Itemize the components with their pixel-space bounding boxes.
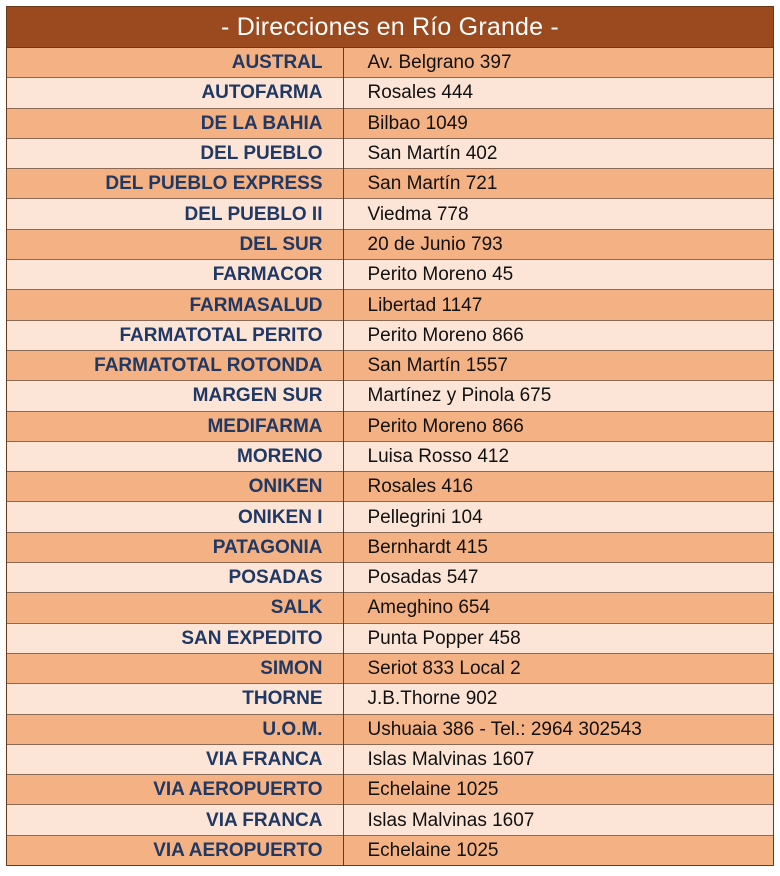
table-row [7, 441, 773, 471]
table-row [7, 532, 773, 562]
pharmacy-address: Av. Belgrano 397 [343, 48, 773, 78]
table-row [7, 138, 773, 168]
pharmacy-name: DEL SUR [7, 229, 343, 259]
pharmacy-address: San Martín 402 [343, 138, 773, 168]
pharmacy-name: DEL PUEBLO II [7, 199, 343, 229]
table-row [7, 229, 773, 259]
pharmacy-address: San Martín 721 [343, 169, 773, 199]
pharmacy-name: VIA FRANCA [7, 744, 343, 774]
table-row [7, 472, 773, 502]
table-row [7, 502, 773, 532]
pharmacy-name: FARMATOTAL PERITO [7, 320, 343, 350]
pharmacy-name: AUSTRAL [7, 48, 343, 78]
pharmacy-address: Rosales 416 [343, 472, 773, 502]
pharmacy-address: Luisa Rosso 412 [343, 441, 773, 471]
table-row [7, 199, 773, 229]
pharmacy-address: Posadas 547 [343, 563, 773, 593]
pharmacy-name: ONIKEN [7, 472, 343, 502]
pharmacy-name: DEL PUEBLO [7, 138, 343, 168]
pharmacy-name: DE LA BAHIA [7, 108, 343, 138]
pharmacy-name: DEL PUEBLO EXPRESS [7, 169, 343, 199]
table-row [7, 78, 773, 108]
pharmacy-name: THORNE [7, 684, 343, 714]
pharmacy-name: POSADAS [7, 563, 343, 593]
pharmacy-address: Perito Moreno 866 [343, 411, 773, 441]
pharmacy-address: Echelaine 1025 [343, 835, 773, 865]
pharmacy-name: MARGEN SUR [7, 381, 343, 411]
table-row [7, 775, 773, 805]
pharmacy-address: Islas Malvinas 1607 [343, 805, 773, 835]
pharmacy-name: SAN EXPEDITO [7, 623, 343, 653]
pharmacy-address: Viedma 778 [343, 199, 773, 229]
pharmacy-name: FARMATOTAL ROTONDA [7, 350, 343, 380]
pharmacy-address: Punta Popper 458 [343, 623, 773, 653]
table-row [7, 744, 773, 774]
pharmacy-name: VIA FRANCA [7, 805, 343, 835]
pharmacy-name: U.O.M. [7, 714, 343, 744]
pharmacy-name: FARMASALUD [7, 290, 343, 320]
pharmacy-name: MEDIFARMA [7, 411, 343, 441]
table-row [7, 169, 773, 199]
table-row [7, 593, 773, 623]
pharmacy-name: VIA AEROPUERTO [7, 835, 343, 865]
table-row [7, 290, 773, 320]
pharmacy-name: AUTOFARMA [7, 78, 343, 108]
table-row [7, 48, 773, 78]
table-row [7, 714, 773, 744]
table-row [7, 381, 773, 411]
address-list [7, 48, 773, 865]
table-row [7, 350, 773, 380]
pharmacy-address: Ushuaia 386 - Tel.: 2964 302543 [343, 714, 773, 744]
pharmacy-address: Pellegrini 104 [343, 502, 773, 532]
pharmacy-address: 20 de Junio 793 [343, 229, 773, 259]
pharmacy-address: Perito Moreno 866 [343, 320, 773, 350]
pharmacy-name: FARMACOR [7, 260, 343, 290]
table-row [7, 260, 773, 290]
pharmacy-name: MORENO [7, 441, 343, 471]
pharmacy-name: SIMON [7, 653, 343, 683]
pharmacy-address: Perito Moreno 45 [343, 260, 773, 290]
table-row [7, 653, 773, 683]
pharmacy-name: ONIKEN I [7, 502, 343, 532]
table-row [7, 411, 773, 441]
pharmacy-address: J.B.Thorne 902 [343, 684, 773, 714]
pharmacy-address: Bernhardt 415 [343, 532, 773, 562]
table-row [7, 320, 773, 350]
pharmacy-address: Libertad 1147 [343, 290, 773, 320]
pharmacy-address: Seriot 833 Local 2 [343, 653, 773, 683]
pharmacy-address: San Martín 1557 [343, 350, 773, 380]
pharmacy-address: Martínez y Pinola 675 [343, 381, 773, 411]
pharmacy-name: PATAGONIA [7, 532, 343, 562]
pharmacy-name: VIA AEROPUERTO [7, 775, 343, 805]
pharmacy-address-table [6, 6, 774, 866]
table-title: - Direcciones en Río Grande - [7, 7, 773, 48]
pharmacy-address: Echelaine 1025 [343, 775, 773, 805]
table-row [7, 623, 773, 653]
table-row [7, 835, 773, 865]
pharmacy-address: Ameghino 654 [343, 593, 773, 623]
pharmacy-address: Islas Malvinas 1607 [343, 744, 773, 774]
pharmacy-address: Rosales 444 [343, 78, 773, 108]
table-row [7, 805, 773, 835]
pharmacy-name: SALK [7, 593, 343, 623]
table-row [7, 684, 773, 714]
pharmacy-address: Bilbao 1049 [343, 108, 773, 138]
table-row [7, 563, 773, 593]
table-row [7, 108, 773, 138]
